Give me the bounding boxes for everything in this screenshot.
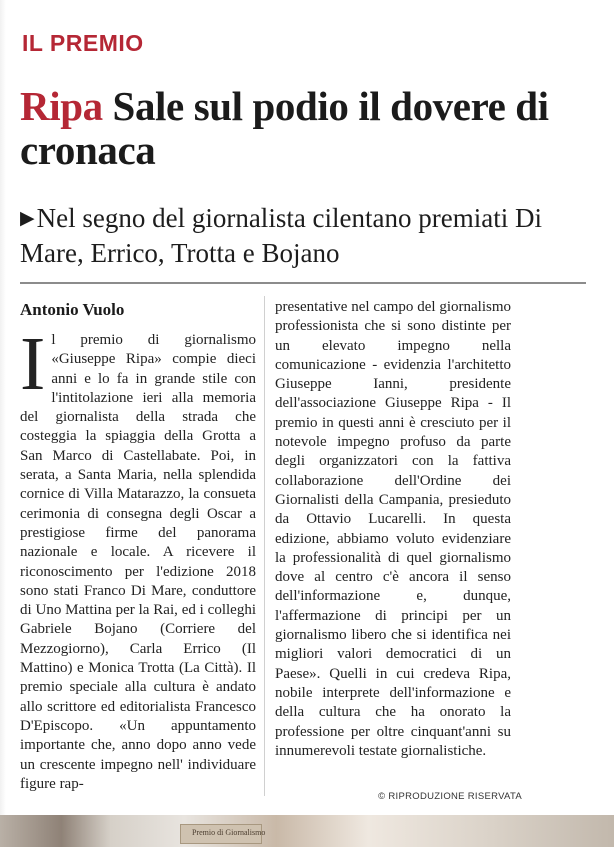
- photo-image: [0, 815, 614, 847]
- photo-plaque-text: Premio di Giornalismo: [192, 828, 266, 837]
- copyright-notice: © RIPRODUZIONE RISERVATA: [378, 791, 522, 802]
- subtitle-text: Nel segno del giornalista cilentano premiati Di Mare, Errico, Trotta e Bojano: [20, 203, 542, 268]
- article-column-left: [20, 322, 256, 794]
- page-edge-shadow: [0, 0, 6, 847]
- headline-text: Sale sul podio il dovere di cronaca: [20, 83, 549, 173]
- article-text-right: presentative nel campo del giornalismo professionista che si sono distinte per un elevato impegno nella comunicazione - evidenzia l'architetto Giuseppe Ianni, presidente dell'associazione Giuseppe Ripa - Il premio in questi anni è cresciuto per il notevole impegno profuso da parte degli organizzatori con la fattiva collaborazione dell'Ordine dei Giornalisti della Campania, presieduto da Ottavio Lucarelli. In questa edizione, abbiamo voluto evidenziare la professionalità di quel giornalismo dove al centro c'è ancora il senso dell'informazione e, dunque, l'affermazione di principi per un giornalismo libero che si identifica nei migliori valori democratici di un Paese». Quelli in cui credeva Ripa, nobile interprete dell'informazione e della cultura che ha onorato la professione per oltre cinquant'anni su innumerevoli testate giornalistiche.: [275, 299, 511, 759]
- subtitle: [20, 201, 600, 270]
- section-label: IL PREMIO: [22, 30, 144, 56]
- headline: [20, 84, 590, 172]
- drop-cap: I: [20, 322, 46, 406]
- column-divider: [264, 296, 265, 796]
- article-column-right: [275, 298, 511, 761]
- divider-rule: [20, 282, 586, 284]
- headline-name: Ripa: [20, 83, 103, 129]
- byline: Antonio Vuolo: [20, 300, 125, 319]
- arrow-icon: ▶: [20, 208, 35, 229]
- article-text-left: l premio di giornalismo «Giuseppe Ripa» compie dieci anni e lo fa in grande stile con l'intitolazione ieri alla memoria del giornalista della strada che costeggia la spiaggia della Grotta a San Marco di Castellabate. Poi, in serata, a Santa Maria, nella splendida cornice di Villa Matarazzo, la consueta cerimonia di consegna degli Oscar a prestigiose firme del panorama nazionale e locale. A ricevere il riconoscimento per l'edizione 2018 sono stati Franco Di Mare, conduttore di Uno Mattina per la Rai, ed i colleghi Gabriele Bojano (Corriere del Mezzogiorno), Carla Errico (Il Mattino) e Monica Trotta (La Città). Il premio speciale alla cultura è andato allo scrittore ed editorialista Francesco D'Episcopo. «Un appuntamento importante che, anno dopo anno vede un crescente impegno nell' individuare figure rap-: [20, 332, 256, 792]
